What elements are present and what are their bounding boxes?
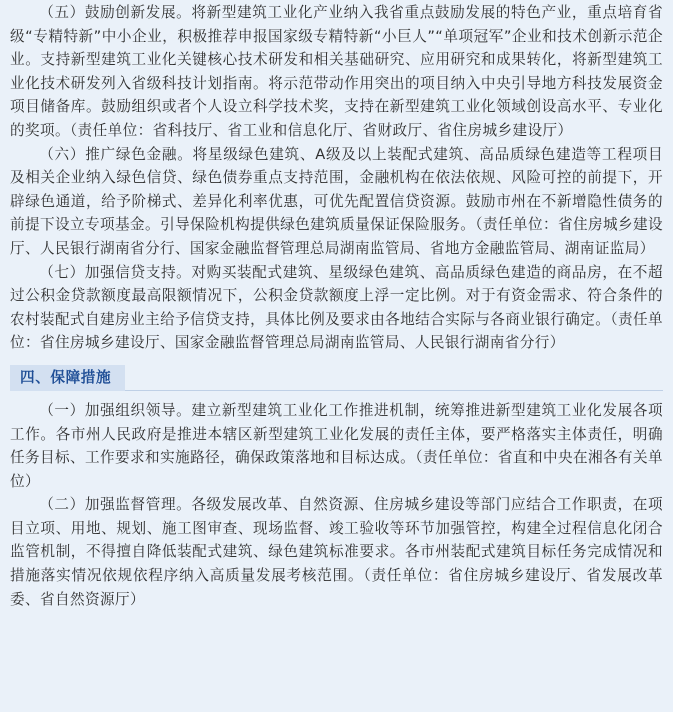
- paragraph-credit-support: （七）加强信贷支持。对购买装配式建筑、星级绿色建筑、高品质绿色建造的商品房，在不超过公积金贷款额度最高限额情况下，公积金贷款额度上浮一定比例。对于有资金需求、符合条件的农村装配式自建房业主给予信贷支持，具体比例及要求由各地结合实际与各商业银行确定。（责任单位：省住房城乡建设厅、国家金融监督管理总局湖南监管局、人民银行湖南省分行）: [10, 263, 663, 352]
- paragraph-innovation: （五）鼓励创新发展。将新型建筑工业化产业纳入我省重点鼓励发展的特色产业，重点培育省级“专精特新”中小企业，积极推荐申报国家级专精特新“小巨人”“单项冠军”企业和技术创新示范企业。支持新型建筑工业化关键核心技术研发和相关基础研究、应用研究和成果转化，将新型建筑工业化技术研发列入省级科技计划指南。将示范带动作用突出的项目纳入中央引导地方科技发展资金项目储备库。鼓励组织或者个人设立科学技术奖，支持在新型建筑工业化领域创设高水平、专业化的奖项。（责任单位：省科技厅、省工业和信息化厅、省财政厅、省住房城乡建设厅）: [10, 4, 663, 139]
- section-heading-safeguards: [10, 365, 663, 391]
- paragraph-organization: （一）加强组织领导。建立新型建筑工业化工作推进机制，统筹推进新型建筑工业化发展各项工作。各市州人民政府是推进本辖区新型建筑工业化发展的责任主体，要严格落实主体责任，明确任务目标、工作要求和实施路径，确保政策落地和目标达成。（责任单位：省直和中央在湘各有关单位）: [10, 401, 663, 490]
- paragraph-green-finance: （六）推广绿色金融。将星级绿色建筑、A级及以上装配式建筑、高品质绿色建造等工程项目及相关企业纳入绿色信贷、绿色债券重点支持范围，金融机构在依法依规、风险可控的前提下，开辟绿色通道，给予阶梯式、差异化利率优惠，可优先配置信贷资源。鼓励市州在不新增隐性债务的前提下设立专项基金。引导保险机构提供绿色建筑质量保证保险服务。（责任单位：省住房城乡建设厅、人民银行湖南省分行、国家金融监督管理总局湖南监管局、省地方金融监管局、湖南证监局）: [10, 145, 663, 257]
- paragraph-supervision: （二）加强监督管理。各级发展改革、自然资源、住房城乡建设等部门应结合工作职责，在项目立项、用地、规划、施工图审查、现场监督、竣工验收等环节加强管控，构建全过程信息化闭合监管机制，不得擅自降低装配式建筑、绿色建筑标准要求。各市州装配式建筑目标任务完成情况和措施落实情况依规依程序纳入高质量发展考核范围。（责任单位：省住房城乡建设厅、省发展改革委、省自然资源厅）: [10, 496, 663, 608]
- section-heading-label: 四、保障措施: [10, 365, 125, 391]
